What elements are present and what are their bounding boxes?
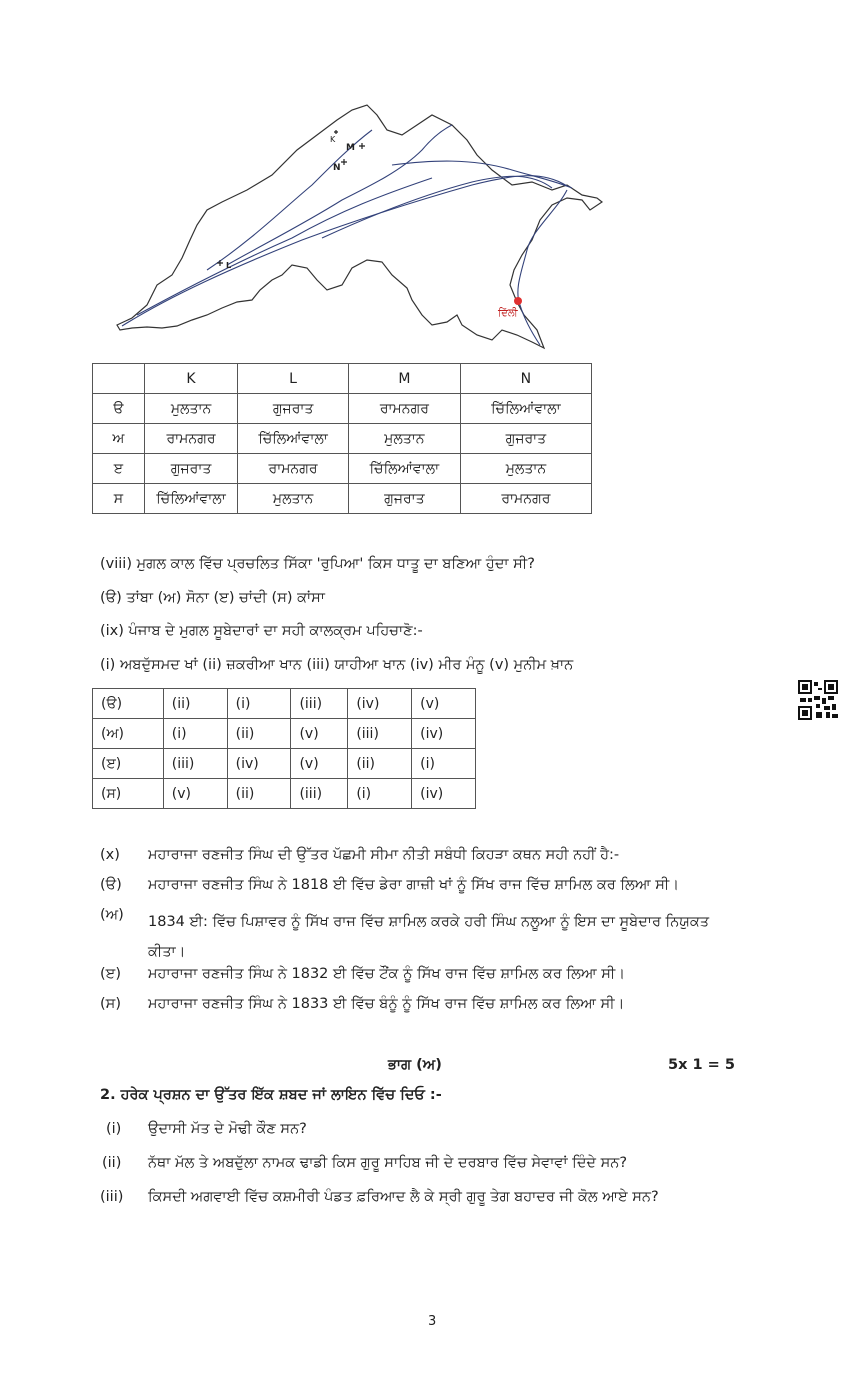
table-cell bbox=[93, 364, 145, 394]
qr-code-icon bbox=[798, 680, 838, 720]
item-text: ਕਿਸਦੀ ਅਗਵਾਈ ਵਿੱਚ ਕਸ਼ਮੀਰੀ ਪੰਡਤ ਫ਼ਰਿਆਦ ਲੈ ਕੇ ਸ੍ਰੀ ਗੁਰੂ ਤੇਗ ਬਹਾਦਰ ਜੀ ਕੋਲ ਆਏ ਸਨ? bbox=[148, 1189, 659, 1205]
marker-K-label: K bbox=[330, 135, 336, 144]
marker-N bbox=[333, 159, 347, 173]
map-outline bbox=[117, 105, 602, 348]
table-row bbox=[93, 779, 476, 809]
table-cell: (iv) bbox=[412, 719, 476, 749]
question-x-label: (x) bbox=[100, 847, 120, 863]
table-cell: (ਅ) bbox=[93, 719, 164, 749]
delhi-label: ਦਿੱਲੀ bbox=[498, 308, 518, 319]
option-text: 1834 ਈ: ਵਿੱਚ ਪਿਸ਼ਾਵਰ ਨੂੰ ਸਿੱਖ ਰਾਜ ਵਿੱਚ ਸ਼ਾਮਿਲ ਕਰਕੇ ਹਰੀ ਸਿੰਘ ਨਲੂਆ ਨੂੰ ਇਸ ਦਾ ਸੂਬੇਦਾਰ ਨਿਯੁਕਤ ਕੀਤਾ। bbox=[148, 914, 710, 960]
question-viii-options: (ੳ) ਤਾਂਬਾ (ਅ) ਸੋਨਾ (ੲ) ਚਾਂਦੀ (ਸ) ਕਾਂਸਾ bbox=[100, 590, 325, 606]
marker-K bbox=[330, 130, 338, 144]
item-label: (iii) bbox=[100, 1189, 124, 1205]
table-cell: (iv) bbox=[348, 689, 412, 719]
table-cell: ਸ bbox=[93, 484, 145, 514]
river-5 bbox=[322, 176, 552, 238]
table-cell: ਗੁਜਰਾਤ bbox=[144, 454, 237, 484]
marker-M-label: M bbox=[346, 143, 355, 153]
table-cell: ਅ bbox=[93, 424, 145, 454]
table-header-row bbox=[93, 364, 592, 394]
map-answer-table bbox=[92, 363, 592, 514]
table-cell: (iii) bbox=[291, 779, 348, 809]
table-cell: ਮੁਲਤਾਨ bbox=[460, 454, 591, 484]
table-row bbox=[93, 719, 476, 749]
table-cell: (ੳ) bbox=[93, 689, 164, 719]
table-cell: (iii) bbox=[348, 719, 412, 749]
table-cell: (i) bbox=[163, 719, 227, 749]
table-cell: (ii) bbox=[227, 719, 291, 749]
table-cell: L bbox=[238, 364, 349, 394]
marker-N-label: N bbox=[333, 163, 341, 173]
table-cell: ਮੁਲਤਾਨ bbox=[348, 424, 460, 454]
river-yamuna bbox=[518, 190, 567, 345]
table-cell: (iii) bbox=[163, 749, 227, 779]
river-4 bbox=[227, 125, 452, 265]
table-cell: ਚਿੱਲਿਆਂਵਾਲਾ bbox=[348, 454, 460, 484]
option-text: ਮਹਾਰਾਜਾ ਰਣਜੀਤ ਸਿੰਘ ਨੇ 1832 ਈ ਵਿੱਚ ਟੌਂਕ ਨੂੰ ਸਿੱਖ ਰਾਜ ਵਿੱਚ ਸ਼ਾਮਿਲ ਕਰ ਲਿਆ ਸੀ। bbox=[148, 966, 626, 982]
table-cell: (ii) bbox=[163, 689, 227, 719]
option-label: (ੳ) bbox=[100, 877, 122, 893]
table-cell: ਰਾਮਨਗਰ bbox=[238, 454, 349, 484]
marker-L-label: L bbox=[226, 261, 232, 270]
chronology-options-table bbox=[92, 688, 476, 809]
table-cell: N bbox=[460, 364, 591, 394]
table-row bbox=[93, 394, 592, 424]
table-cell: (iv) bbox=[412, 779, 476, 809]
table-cell: (ii) bbox=[348, 749, 412, 779]
table-cell: (v) bbox=[163, 779, 227, 809]
item-text: ਨੱਥਾ ਮੱਲ ਤੇ ਅਬਦੁੱਲਾ ਨਾਮਕ ਢਾਡੀ ਕਿਸ ਗੁਰੂ ਸਾਹਿਬ ਜੀ ਦੇ ਦਰਬਾਰ ਵਿੱਚ ਸੇਵਾਵਾਂ ਦਿੰਦੇ ਸਨ? bbox=[148, 1155, 628, 1171]
table-cell: (v) bbox=[412, 689, 476, 719]
table-cell: ਮੁਲਤਾਨ bbox=[238, 484, 349, 514]
table-cell: (iii) bbox=[291, 689, 348, 719]
table-row bbox=[93, 484, 592, 514]
item-label: (ii) bbox=[102, 1155, 122, 1171]
table-cell: ਰਾਮਨਗਰ bbox=[144, 424, 237, 454]
question-2-heading: 2. ਹਰੇਕ ਪ੍ਰਸ਼ਨ ਦਾ ਉੱਤਰ ਇੱਕ ਸ਼ਬਦ ਜਾਂ ਲਾਇਨ ਵਿੱਚ ਦਿਓ :- bbox=[100, 1087, 442, 1103]
punjab-rivers-map bbox=[112, 90, 607, 350]
marker-M bbox=[346, 143, 365, 153]
option-label: (ਸ) bbox=[100, 996, 121, 1012]
option-label: (ੲ) bbox=[100, 966, 121, 982]
table-cell: ਗੁਜਰਾਤ bbox=[460, 424, 591, 454]
table-cell: (ੲ) bbox=[93, 749, 164, 779]
table-cell: M bbox=[348, 364, 460, 394]
table-row bbox=[93, 424, 592, 454]
table-cell: K bbox=[144, 364, 237, 394]
table-cell: ਰਾਮਨਗਰ bbox=[460, 484, 591, 514]
table-cell: ਚਿੱਲਿਆਂਵਾਲਾ bbox=[238, 424, 349, 454]
option-text: ਮਹਾਰਾਜਾ ਰਣਜੀਤ ਸਿੰਘ ਨੇ 1833 ਈ ਵਿੱਚ ਬੰਨੂੰ ਨੂੰ ਸਿੱਖ ਰਾਜ ਵਿੱਚ ਸ਼ਾਮਿਲ ਕਰ ਲਿਆ ਸੀ। bbox=[148, 996, 625, 1012]
table-cell: (i) bbox=[227, 689, 291, 719]
item-text: ਉਦਾਸੀ ਮੱਤ ਦੇ ਮੋਢੀ ਕੌਣ ਸਨ? bbox=[148, 1121, 307, 1137]
table-cell: (v) bbox=[291, 719, 348, 749]
table-cell: ਚਿੱਲਿਆਂਵਾਲਾ bbox=[144, 484, 237, 514]
table-cell: (iv) bbox=[227, 749, 291, 779]
table-cell: ੲ bbox=[93, 454, 145, 484]
question-viii: (viii) ਮੁਗਲ ਕਾਲ ਵਿੱਚ ਪ੍ਰਚਲਿਤ ਸਿੱਕਾ 'ਰੁਪਿਆ' ਕਿਸ ਧਾਤੂ ਦਾ ਬਣਿਆ ਹੁੰਦਾ ਸੀ? bbox=[100, 556, 535, 572]
delhi-dot bbox=[514, 297, 522, 305]
table-cell: ਮੁਲਤਾਨ bbox=[144, 394, 237, 424]
question-ix-items: (i) ਅਬਦੁੱਸਮਦ ਖਾਂ (ii) ਜ਼ਕਰੀਆ ਖਾਨ (iii) ਯਾਹੀਆ ਖਾਨ (iv) ਮੀਰ ਮੰਨੂ (v) ਮੁਨੀਮ ਖ਼ਾਨ bbox=[100, 657, 574, 673]
table-cell: ਰਾਮਨਗਰ bbox=[348, 394, 460, 424]
table-cell: (v) bbox=[291, 749, 348, 779]
table-cell: ੳ bbox=[93, 394, 145, 424]
table-cell: (i) bbox=[348, 779, 412, 809]
table-cell: ਗੁਜਰਾਤ bbox=[348, 484, 460, 514]
question-x: ਮਹਾਰਾਜਾ ਰਣਜੀਤ ਸਿੰਘ ਦੀ ਉੱਤਰ ਪੱਛਮੀ ਸੀਮਾ ਨੀਤੀ ਸਬੰਧੀ ਕਿਹੜਾ ਕਥਨ ਸਹੀ ਨਹੀਂ ਹੈ:- bbox=[148, 847, 620, 863]
page-number: 3 bbox=[428, 1314, 437, 1329]
table-row bbox=[93, 749, 476, 779]
table-cell: (ii) bbox=[227, 779, 291, 809]
option-label: (ਅ) bbox=[100, 907, 124, 923]
question-ix: (ix) ਪੰਜਾਬ ਦੇ ਮੁਗਲ ਸੂਬੇਦਾਰਾਂ ਦਾ ਸਹੀ ਕਾਲਕ੍ਰਮ ਪਹਿਚਾਣੋ:- bbox=[100, 623, 423, 639]
table-row bbox=[93, 689, 476, 719]
table-row bbox=[93, 454, 592, 484]
section-title: ਭਾਗ (ਅ) bbox=[388, 1057, 442, 1073]
table-cell: ਚਿੱਲਿਆਂਵਾਲਾ bbox=[460, 394, 591, 424]
section-marks: 5x 1 = 5 bbox=[668, 1057, 735, 1073]
option-text: ਮਹਾਰਾਜਾ ਰਣਜੀਤ ਸਿੰਘ ਨੇ 1818 ਈ ਵਿੱਚ ਡੇਰਾ ਗਾਜ਼ੀ ਖਾਂ ਨੂੰ ਸਿੱਖ ਰਾਜ ਵਿੱਚ ਸ਼ਾਮਿਲ ਕਰ ਲਿਆ ਸੀ। bbox=[148, 877, 680, 893]
item-label: (i) bbox=[106, 1121, 122, 1137]
table-cell: (ਸ) bbox=[93, 779, 164, 809]
table-cell: (i) bbox=[412, 749, 476, 779]
table-cell: ਗੁਜਰਾਤ bbox=[238, 394, 349, 424]
